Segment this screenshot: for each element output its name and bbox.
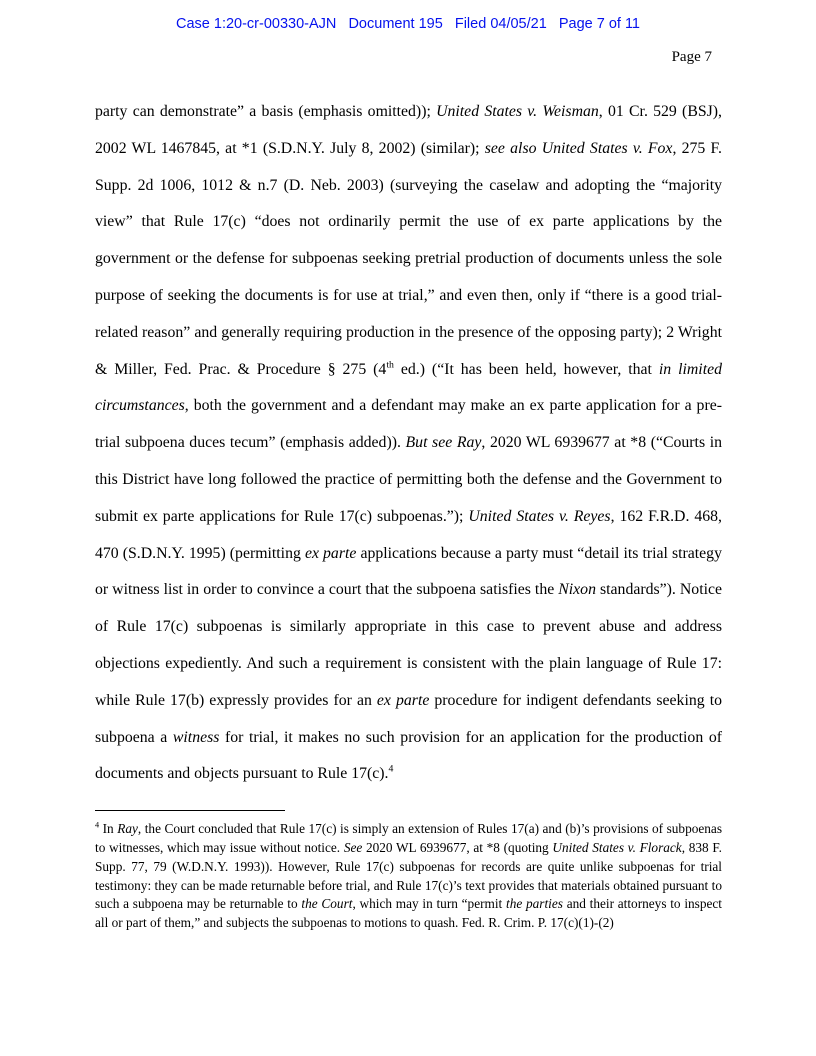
footnote-separator: [95, 810, 285, 811]
body-paragraph: party can demonstrate” a basis (emphasis omitted)); United States v. Weisman, 01 Cr. 529 (BSJ), 2002 WL 1467845, at *1 (S.D.N.Y. July 8, 2002) (similar); see also United States v. Fox, 275 F. Supp. 2d 1006, 1012 & n.7 (D. Neb. 2003) (surveying the caselaw and adopting the “majority view” that Rule 17(c) “does not ordinarily permit the use of ex parte applications by the government or the defense for subpoenas seeking pretrial production of documents unless the sole purpose of seeking the documents is for use at trial,” and even then, only if “there is a good trial-related reason” and generally requiring production in the presence of the opposing party); 2 Wright & Miller, Fed. Prac. & Procedure § 275 (4th ed.) (“It has been held, however, that in limited circumstances, both the government and a defendant may make an ex parte application for a pre-trial subpoena duces tecum” (emphasis added)). But see Ray, 2020 WL 6939677 at *8 (“Courts in this District have long followed the practice of permitting both the defense and the Government to submit ex parte applications for Rule 17(c) subpoenas.”); United States v. Reyes, 162 F.R.D. 468, 470 (S.D.N.Y. 1995) (permitting ex parte applications because a party must “detail its trial strategy or witness list in order to convince a court that the subpoena satisfies the Nixon standards”). Notice of Rule 17(c) subpoenas is similarly appropriate in this case to prevent abuse and address objections expediently. And such a requirement is consistent with the plain language of Rule 17: while Rule 17(b) expressly provides for an ex parte procedure for indigent defendants seeking to subpoena a witness for trial, it makes no such provision for an application for the production of documents and objects pursuant to Rule 17(c).$^4$: [95, 103, 723, 783]
ecf-header-stamp: Case 1:20-cr-00330-AJN Document 195 Filed 04/05/21 Page 7 of 11: [176, 16, 640, 32]
page-content: [95, 94, 722, 933]
footnote-4: $^4$ In Ray, the Court concluded that Rule 17(c) is simply an extension of Rules 17(a) and (b)’s provisions of subpoenas to witnesses, which may issue without notice. See 2020 WL 6939677, at *8 (quoting United States v. Florack, 838 F. Supp. 77, 79 (W.D.N.Y. 1993)). However, Rule 17(c) subpoenas for records are quite unlike subpoenas for trial testimony: they can be made returnable before trial, and Rule 17(c)’s text provides that materials obtained pursuant to such a subpoena may be returnable to the Court, which may in turn “permit the parties and their attorneys to inspect all or part of them,” and subjects the subpoenas to motions to quash. Fed. R. Crim. P. 17(c)(1)-(2): [95, 820, 722, 931]
page-number: Page 7: [671, 49, 712, 65]
